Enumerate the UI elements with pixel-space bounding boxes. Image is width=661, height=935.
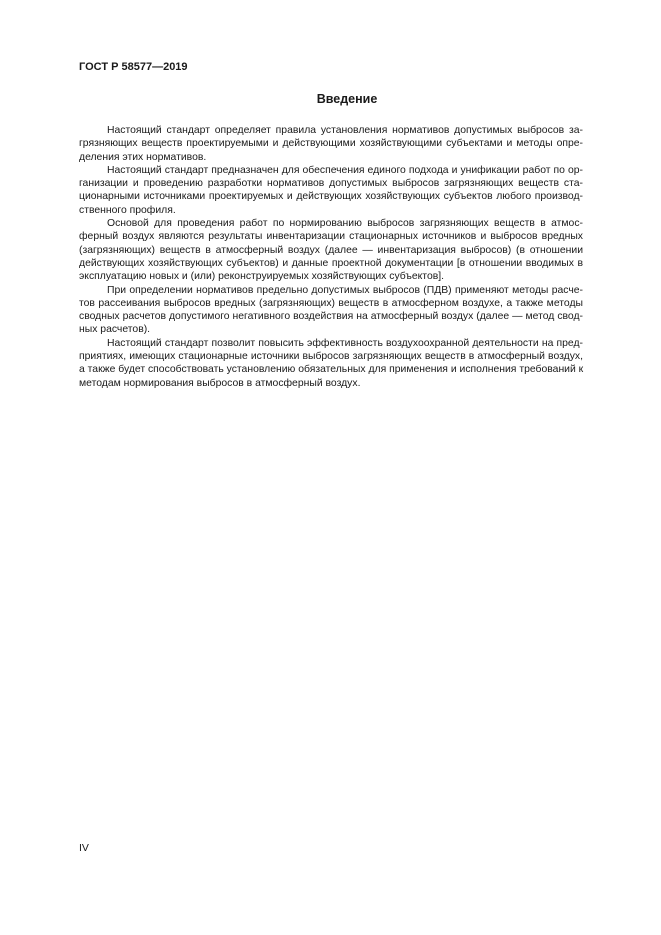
text-line: Настоящий стандарт позволит повысить эффективность воздухоохранной деятельности на пред- [107,337,583,349]
text-line: ственного профиля. [79,204,176,216]
text-line: Основой для проведения работ по нормированию выбросов загрязняющих веществ в атмос- [107,218,583,230]
text-line: действующих хозяйствующих субъектов) и данные проектной документации [в отношении вводимых в [79,257,583,269]
text-line: приятиях, имеющих стационарные источники выбросов загрязняющих веществ в атмосферный воздух, [79,351,583,363]
text-line: методам нормирования выбросов в атмосферный воздух. [79,377,361,389]
text-line: тов рассеивания выбросов вредных (загрязняющих) веществ в атмосферном воздухе, а также методы [79,297,583,309]
text-line: Настоящий стандарт предназначен для обеспечения единого подхода и унификации работ по ор- [107,164,583,176]
paragraph [79,284,583,337]
text-line: (загрязняющих) веществ в атмосферный воздух (далее — инвентаризация выбросов) (в отношении [79,244,583,256]
text-line: сводных расчетов допустимого негативного воздействия на атмосферный воздух (далее — метод свод- [79,311,583,323]
paragraph [79,124,583,164]
document-header: ГОСТ Р 58577—2019 [79,61,188,73]
text-line: ных расчетов). [79,324,151,336]
text-line: При определении нормативов предельно допустимых выбросов (ПДВ) применяют методы расче- [107,284,583,296]
text-line: ганизации и проведению разработки нормативов допустимых выбросов загрязняющих веществ ста- [79,178,583,190]
text-line: ферный воздух являются результаты инвентаризации стационарных источников и выбросов вредных [79,231,583,243]
text-line: а также будет способствовать установлению обязательных для применения и исполнения требований к [79,364,584,376]
page-number: IV [79,842,89,854]
text-line: Настоящий стандарт определяет правила установления нормативов допустимых выбросов за- [107,125,583,136]
text-line: грязняющих веществ проектируемыми и действующими хозяйствующими субъектами и методы опре- [79,138,583,150]
text-line: ционарными источниками проектируемых и действующих хозяйствующих субъектов любого производ- [79,191,583,203]
section-title: Введение [316,92,378,106]
text-line: деления этих нормативов. [79,151,207,163]
paragraph [79,337,583,390]
document-body [79,124,583,390]
paragraph [79,164,583,217]
paragraph [79,217,583,283]
text-line: эксплуатацию новых и (или) реконструируемых хозяйствующих субъектов]. [79,271,445,283]
